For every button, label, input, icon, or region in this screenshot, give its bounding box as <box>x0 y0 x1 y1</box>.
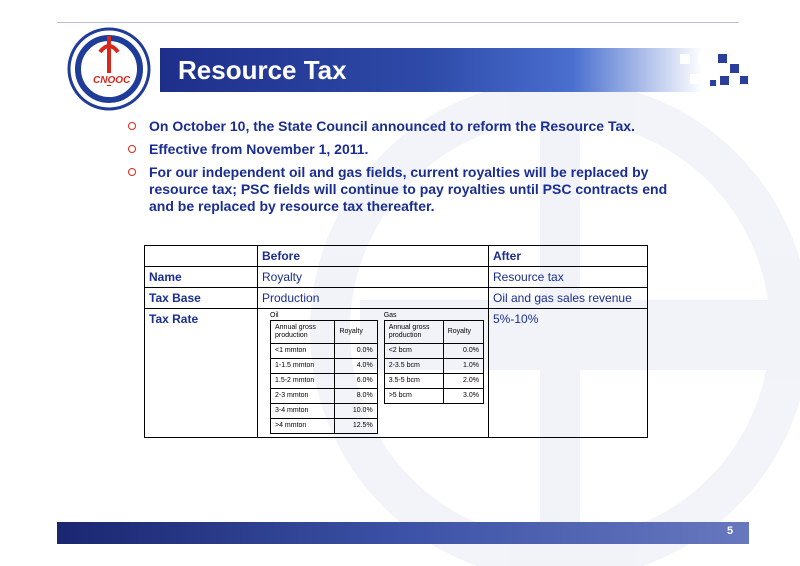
oil-table <box>270 320 378 434</box>
oil-range: 1-1.5 mmton <box>271 359 335 374</box>
bullet-circle-icon <box>128 145 136 153</box>
top-divider <box>57 22 739 23</box>
row-label: Name <box>145 267 258 288</box>
royalty-schedule-cell <box>258 309 489 438</box>
oil-royalty-table <box>270 312 378 434</box>
logo-text: CNOOC <box>93 75 131 86</box>
oil-rate: 12.5% <box>335 419 377 434</box>
table-row <box>145 309 648 438</box>
header-before: Before <box>258 246 489 267</box>
header-cell-empty <box>145 246 258 267</box>
after-value: Resource tax <box>489 267 648 288</box>
oil-rate: 6.0% <box>335 374 377 389</box>
oil-range: >4 mmton <box>271 419 335 434</box>
bullet-text: For our independent oil and gas fields, current royalties will be replaced by resource tax; PSC fields will continue to pay royalties until PSC contracts end and be replaced by resource tax thereafter. <box>149 164 668 214</box>
gas-col-production: Annual gross production <box>384 321 443 344</box>
oil-col-royalty: Royalty <box>335 321 377 344</box>
oil-rate: 10.0% <box>335 404 377 419</box>
gas-caption: Gas <box>383 312 397 319</box>
bullet-list <box>128 118 688 221</box>
gas-rate: 0.0% <box>443 344 483 359</box>
gas-range: <2 bcm <box>384 344 443 359</box>
oil-range: 2-3 mmton <box>271 389 335 404</box>
gas-rate: 2.0% <box>443 374 483 389</box>
after-value: 5%-10% <box>489 309 648 438</box>
gas-range: 2-3.5 bcm <box>384 359 443 374</box>
bullet-item <box>128 141 688 158</box>
gas-col-royalty: Royalty <box>443 321 483 344</box>
company-logo <box>66 26 152 112</box>
gas-table <box>384 320 484 404</box>
gas-rate: 1.0% <box>443 359 483 374</box>
gas-range: 3.5-5 bcm <box>384 374 443 389</box>
table-row <box>145 288 648 309</box>
oil-rate: 4.0% <box>335 359 377 374</box>
oil-range: 3-4 mmton <box>271 404 335 419</box>
page-number: 5 <box>727 525 734 537</box>
table-row <box>145 267 648 288</box>
bullet-text: Effective from November 1, 2011. <box>149 141 369 157</box>
gas-royalty-table <box>384 312 484 434</box>
oil-rate: 8.0% <box>335 389 377 404</box>
oil-rate: 0.0% <box>335 344 377 359</box>
after-value: Oil and gas sales revenue <box>489 288 648 309</box>
bullet-item <box>128 118 688 135</box>
before-value: Production <box>258 288 489 309</box>
bullet-item <box>128 164 688 215</box>
oil-range: 1.5-2 mmton <box>271 374 335 389</box>
footer-bar <box>57 522 749 544</box>
gas-range: >5 bcm <box>384 389 443 404</box>
bullet-circle-icon <box>128 168 136 176</box>
oil-range: <1 mmton <box>271 344 335 359</box>
header-after: After <box>489 246 648 267</box>
table-header-row <box>145 246 648 267</box>
bullet-text: On October 10, the State Council announced to reform the Resource Tax. <box>149 118 635 134</box>
before-value: Royalty <box>258 267 489 288</box>
comparison-table <box>144 245 648 438</box>
oil-col-production: Annual gross production <box>271 321 335 344</box>
slide-title: Resource Tax <box>178 55 347 85</box>
gas-rate: 3.0% <box>443 389 483 404</box>
row-label: Tax Rate <box>145 309 258 438</box>
row-label: Tax Base <box>145 288 258 309</box>
checker-decoration <box>640 40 750 90</box>
bullet-circle-icon <box>128 122 136 130</box>
oil-caption: Oil <box>270 312 279 319</box>
